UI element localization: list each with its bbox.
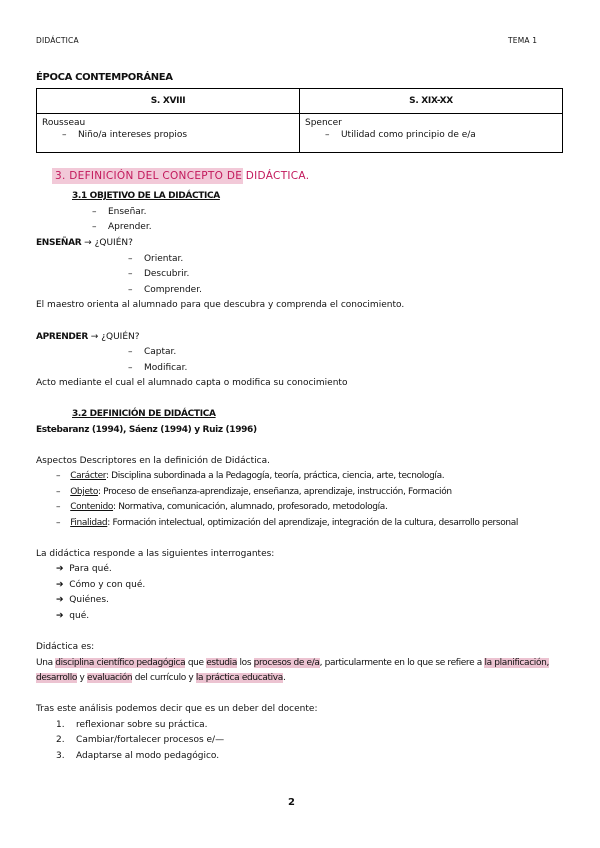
epoch-col1-header: S. XVIII [37, 89, 300, 114]
ensenar-description: El maestro orienta al alumnado para que descubra y comprenda el conocimiento. [36, 300, 405, 310]
dash-bullet: – [62, 130, 67, 140]
list-item: – Descubrir. [128, 269, 190, 279]
list-item: – Aprender. [92, 222, 152, 232]
aprender-description: Acto mediante el cual el alumnado capta o modifica su conocimiento [36, 378, 348, 388]
epoch-col1-item: Niño/a intereses propios [77, 130, 188, 140]
aspect-item: – Finalidad: Formación intelectual, optimización del aprendizaje, integración de la cultura, desarrollo personal [56, 518, 519, 528]
right-arrow-icon: → [90, 332, 99, 342]
aprender-line [36, 331, 140, 343]
aspects-intro: Aspectos Descriptores en la definición de Didáctica. [36, 456, 270, 466]
numbered-item: 2. Cambiar/fortalecer procesos e/— [56, 735, 225, 745]
aprender-label: APRENDER [36, 332, 88, 342]
ensenar-question: ¿QUIÉN? [94, 238, 133, 248]
epoch-col1-author: Rousseau [42, 118, 86, 128]
arrow-bullet-icon: ➔ [56, 564, 64, 574]
question-item: ➔ qué. [56, 611, 90, 621]
definition-line-1: Una disciplina científico pedagógica que estudia los procesos de e/a, particularmente en lo que se refiere a la planificación, [36, 658, 549, 668]
right-arrow-icon: → [84, 238, 92, 248]
arrow-bullet-icon: ➔ [56, 580, 64, 590]
header-subject: DIDÁCTICA [36, 36, 79, 45]
aspect-item: – Contenido: Normativa, comunicación, alumnado, profesorado, metodología. [56, 502, 388, 512]
definition-intro: Didáctica es: [36, 642, 95, 652]
highlight: desarrollo [36, 673, 78, 683]
epoch-table [36, 88, 563, 153]
epoch-title: ÉPOCA CONTEMPORÁNEA [36, 72, 173, 83]
epoch-col2-item: Utilidad como principio de e/a [340, 130, 476, 140]
ensenar-line [36, 237, 133, 249]
numbered-item: 1. reflexionar sobre su práctica. [56, 720, 208, 730]
arrow-bullet-icon: ➔ [56, 611, 64, 621]
arrow-bullet-icon: ➔ [56, 595, 64, 605]
ensenar-label: ENSEÑAR [36, 238, 82, 248]
question-item: ➔ Para qué. [56, 564, 112, 574]
dash-bullet: – [325, 130, 330, 140]
subsection-3-1-heading: 3.1 OBJETIVO DE LA DIDÁCTICA [72, 191, 220, 201]
section-3-heading: 3. DEFINICIÓN DEL CONCEPTO DE DIDÁCTICA. [52, 168, 243, 184]
questions-intro: La didáctica responde a las siguientes interrogantes: [36, 549, 275, 559]
highlight: la práctica educativa [195, 673, 283, 683]
aprender-question: ¿QUIÉN? [101, 332, 140, 342]
authors-line: Estebaranz (1994), Sáenz (1994) y Ruiz (1996) [36, 425, 257, 435]
highlight: procesos de e/a [253, 658, 320, 668]
list-item: – Modificar. [128, 363, 188, 373]
question-item: ➔ Quiénes. [56, 595, 109, 605]
highlight: la planificación, [484, 658, 549, 668]
question-item: ➔ Cómo y con qué. [56, 580, 146, 590]
highlight: estudia [206, 658, 237, 668]
highlight: evaluación [87, 673, 133, 683]
page-number: 2 [288, 797, 295, 808]
teacher-duties-intro: Tras este análisis podemos decir que es un deber del docente: [36, 704, 318, 714]
numbered-item: 3. Adaptarse al modo pedagógico. [56, 751, 220, 761]
epoch-col2-author: Spencer [305, 118, 342, 128]
list-item: – Captar. [128, 347, 177, 357]
epoch-col1-cell [37, 114, 300, 153]
definition-line-2: desarrollo y evaluación del currículo y la práctica educativa. [36, 673, 286, 683]
header-topic: TEMA 1 [508, 36, 538, 45]
list-item: – Orientar. [128, 254, 184, 264]
aspect-item: – Carácter: Disciplina subordinada a la Pedagogía, teoría, práctica, ciencia, arte, tecnología. [56, 471, 445, 481]
epoch-col2-cell [300, 114, 563, 153]
subsection-3-2-heading: 3.2 DEFINICIÓN DE DIDÁCTICA [72, 409, 216, 419]
list-item: – Comprender. [128, 285, 202, 295]
aspect-item: – Objeto: Proceso de enseñanza-aprendizaje, enseñanza, aprendizaje, instrucción, Formación [56, 487, 452, 497]
highlight: disciplina científico pedagógica [55, 658, 186, 668]
epoch-col2-header: S. XIX-XX [300, 89, 563, 114]
list-item: – Enseñar. [92, 207, 147, 217]
